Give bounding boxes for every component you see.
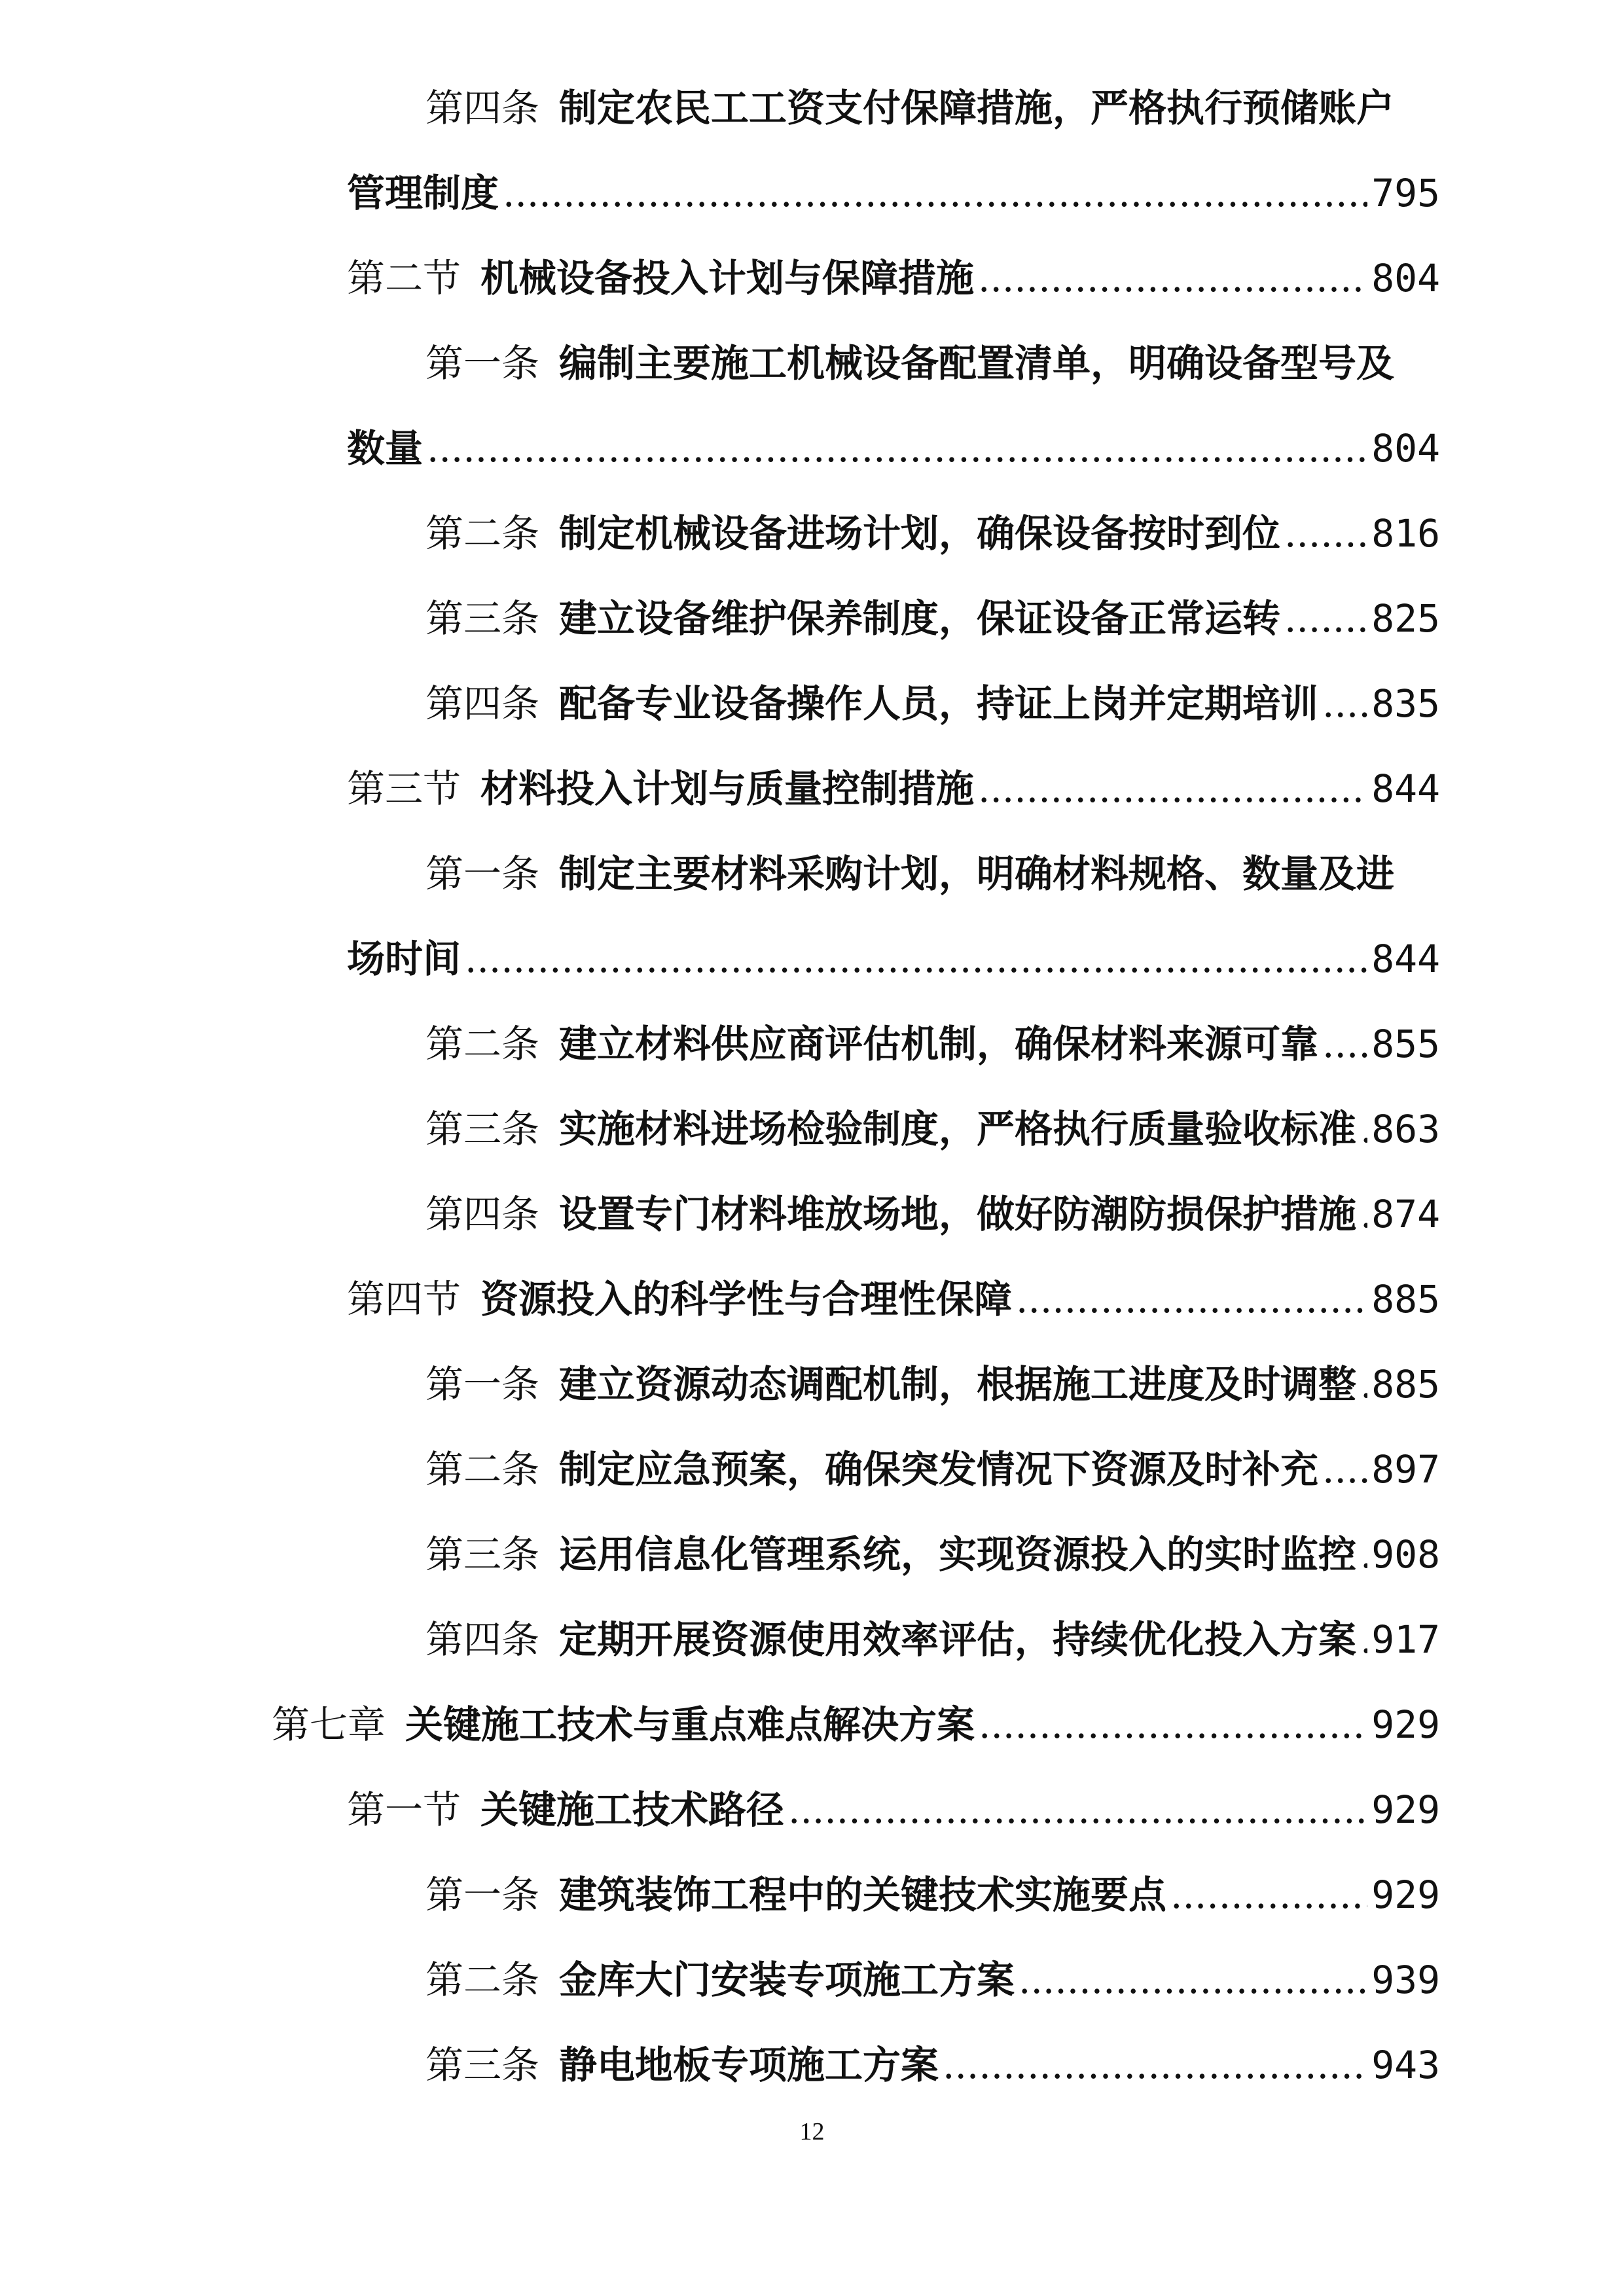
toc-entry[interactable] bbox=[425, 576, 1440, 661]
toc-entry[interactable] bbox=[425, 2022, 1440, 2108]
toc-entry[interactable] bbox=[425, 321, 1394, 406]
toc-leader-dots bbox=[1360, 1172, 1367, 1257]
toc-entry[interactable] bbox=[425, 661, 1440, 746]
toc-entry[interactable] bbox=[425, 1597, 1440, 1682]
toc-leader-dots bbox=[1322, 1001, 1367, 1086]
toc-entry-page: 816 bbox=[1371, 511, 1440, 556]
toc-entry-title: 制定主要材料采购计划，明确材料规格、数量及进 bbox=[559, 852, 1395, 896]
toc-entry-label: 第三条 bbox=[425, 2043, 540, 2087]
toc-entry-title: 制定农民工工资支付保障措施，严格执行预储账户 bbox=[559, 86, 1395, 130]
toc-entry-page: 795 bbox=[1371, 171, 1440, 215]
toc-entry-page: 835 bbox=[1371, 681, 1440, 726]
toc-leader-dots bbox=[978, 236, 1367, 321]
toc-entry-title: 机械设备投入计划与保障措施 bbox=[480, 256, 975, 300]
toc-entry[interactable] bbox=[425, 831, 1394, 916]
toc-leader-dots bbox=[788, 1767, 1367, 1852]
toc-entry-title: 场时间 bbox=[347, 937, 461, 981]
toc-entry-title: 数量 bbox=[347, 426, 424, 471]
toc-leader-dots bbox=[978, 746, 1367, 831]
toc-entry[interactable] bbox=[347, 236, 1440, 321]
toc-entry-title: 建立设备维护保养制度，保证设备正常运转 bbox=[559, 596, 1281, 641]
toc-entry[interactable] bbox=[425, 1427, 1440, 1512]
toc-leader-dots bbox=[1284, 491, 1367, 576]
toc-entry[interactable] bbox=[272, 1682, 1440, 1767]
toc-entry-label: 第七章 bbox=[272, 1702, 386, 1747]
toc-entry[interactable] bbox=[425, 65, 1394, 151]
toc-entry-label: 第三条 bbox=[425, 1532, 540, 1577]
toc-entry-title: 材料投入计划与质量控制措施 bbox=[480, 766, 975, 811]
toc-entry-title: 静电地板专项施工方案 bbox=[559, 2043, 939, 2087]
toc-entry-title: 运用信息化管理系统，实现资源投入的实时监控 bbox=[559, 1532, 1357, 1577]
toc-entry[interactable] bbox=[347, 1767, 1440, 1852]
toc-entry[interactable] bbox=[425, 491, 1440, 576]
toc-entry-label: 第一条 bbox=[425, 1362, 540, 1407]
toc-leader-dots bbox=[943, 2022, 1367, 2108]
toc-leader-dots bbox=[1360, 1342, 1367, 1427]
toc-entry-label: 第二条 bbox=[425, 1447, 540, 1492]
toc-leader-dots bbox=[1019, 1937, 1367, 2022]
toc-entry-page: 844 bbox=[1371, 766, 1440, 811]
toc-entry-label: 第四条 bbox=[425, 86, 540, 130]
toc-entry[interactable] bbox=[425, 1512, 1440, 1597]
toc-leader-dots bbox=[503, 151, 1367, 236]
toc-entry[interactable] bbox=[425, 1937, 1440, 2022]
toc-leader-dots bbox=[979, 1682, 1367, 1767]
toc-entry-title: 资源投入的科学性与合理性保障 bbox=[480, 1277, 1013, 1321]
toc-entry-label: 第二节 bbox=[347, 256, 461, 300]
toc-entry-label: 第一条 bbox=[425, 1873, 540, 1917]
toc-entry-label: 第四节 bbox=[347, 1277, 461, 1321]
toc-entry-label: 第三条 bbox=[425, 596, 540, 641]
toc-entry[interactable] bbox=[425, 1086, 1440, 1172]
toc-entry-label: 第四条 bbox=[425, 681, 540, 726]
toc-entry-title: 配备专业设备操作人员，持证上岗并定期培训 bbox=[559, 681, 1319, 726]
toc-entry-title: 编制主要施工机械设备配置清单，明确设备型号及 bbox=[559, 341, 1395, 386]
toc-entry-title: 关键施工技术与重点难点解决方案 bbox=[405, 1702, 975, 1747]
toc-entry-label: 第二条 bbox=[425, 1022, 540, 1066]
toc-entry[interactable] bbox=[347, 746, 1440, 831]
toc-entry-page: 908 bbox=[1371, 1532, 1440, 1577]
toc-entry-page: 929 bbox=[1371, 1873, 1440, 1917]
toc-entry-label: 第一节 bbox=[347, 1787, 461, 1832]
toc-entry-page: 897 bbox=[1371, 1447, 1440, 1492]
page-number: 12 bbox=[799, 2118, 825, 2145]
toc-leader-dots bbox=[1016, 1257, 1367, 1342]
toc-entry-label: 第四条 bbox=[425, 1192, 540, 1236]
toc-entry-label: 第一条 bbox=[425, 341, 540, 386]
toc-leader-dots bbox=[1360, 1597, 1367, 1682]
toc-entry[interactable] bbox=[347, 916, 1440, 1001]
toc-leader-dots bbox=[465, 916, 1367, 1001]
toc-entry-page: 917 bbox=[1371, 1617, 1440, 1662]
toc-entry-page: 874 bbox=[1371, 1192, 1440, 1236]
toc-entry-label: 第一条 bbox=[425, 852, 540, 896]
toc-entry[interactable] bbox=[347, 406, 1440, 491]
toc-leader-dots bbox=[1322, 1427, 1367, 1512]
toc-leader-dots bbox=[1360, 1086, 1367, 1172]
toc-entry[interactable] bbox=[347, 1257, 1440, 1342]
toc-leader-dots bbox=[427, 406, 1367, 491]
toc-entry-label: 第二条 bbox=[425, 511, 540, 556]
toc-entry[interactable] bbox=[425, 1852, 1440, 1937]
toc-entry-title: 实施材料进场检验制度，严格执行质量验收标准 bbox=[559, 1107, 1357, 1151]
toc-entry-page: 929 bbox=[1371, 1787, 1440, 1832]
toc-entry[interactable] bbox=[425, 1172, 1440, 1257]
toc-entry-label: 第三条 bbox=[425, 1107, 540, 1151]
toc-entry-page: 844 bbox=[1371, 937, 1440, 981]
toc-leader-dots bbox=[1284, 576, 1367, 661]
toc-entry-page: 804 bbox=[1371, 256, 1440, 300]
toc-entry-title: 设置专门材料堆放场地，做好防潮防损保护措施 bbox=[559, 1192, 1357, 1236]
toc-entry-title: 制定机械设备进场计划，确保设备按时到位 bbox=[559, 511, 1281, 556]
toc-entry-page: 885 bbox=[1371, 1277, 1440, 1321]
toc-leader-dots bbox=[1170, 1852, 1367, 1937]
toc-entry-page: 939 bbox=[1371, 1958, 1440, 2002]
toc-entry-page: 885 bbox=[1371, 1362, 1440, 1407]
toc-entry-label: 第二条 bbox=[425, 1958, 540, 2002]
toc-entry-page: 804 bbox=[1371, 426, 1440, 471]
toc-entry-title: 建筑装饰工程中的关键技术实施要点 bbox=[559, 1873, 1167, 1917]
toc-entry-title: 制定应急预案，确保突发情况下资源及时补充 bbox=[559, 1447, 1319, 1492]
toc-entry-page: 943 bbox=[1371, 2043, 1440, 2087]
toc-entry-page: 855 bbox=[1371, 1022, 1440, 1066]
toc-entry-title: 定期开展资源使用效率评估，持续优化投入方案 bbox=[559, 1617, 1357, 1662]
toc-entry[interactable] bbox=[425, 1342, 1440, 1427]
toc-entry-label: 第三节 bbox=[347, 766, 461, 811]
toc-entry-page: 929 bbox=[1371, 1702, 1440, 1747]
toc-entry-title: 关键施工技术路径 bbox=[480, 1787, 785, 1832]
toc-entry-title: 建立资源动态调配机制，根据施工进度及时调整 bbox=[559, 1362, 1357, 1407]
toc-entry-title: 管理制度 bbox=[347, 171, 499, 215]
toc-entry-page: 863 bbox=[1371, 1107, 1440, 1151]
toc-entry-label: 第四条 bbox=[425, 1617, 540, 1662]
toc-entry[interactable] bbox=[347, 151, 1440, 236]
toc-entry-title: 建立材料供应商评估机制，确保材料来源可靠 bbox=[559, 1022, 1319, 1066]
toc-entry[interactable] bbox=[425, 1001, 1440, 1086]
toc-entry-title: 金库大门安装专项施工方案 bbox=[559, 1958, 1015, 2002]
toc-entry-page: 825 bbox=[1371, 596, 1440, 641]
toc-leader-dots bbox=[1360, 1512, 1367, 1597]
toc-leader-dots bbox=[1322, 661, 1367, 746]
